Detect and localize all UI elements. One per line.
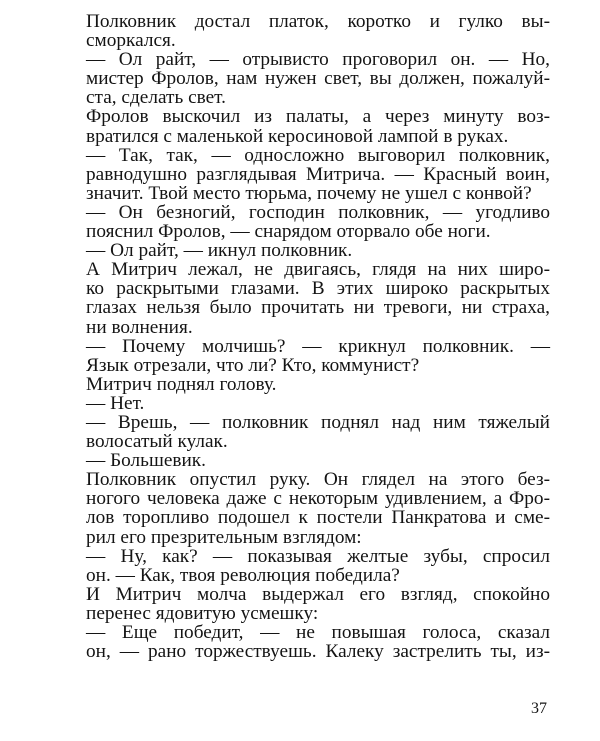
text-line: — Нет. (86, 392, 145, 414)
text-line: Полковник опустил руку. Он глядел на этого без- (86, 469, 550, 491)
text-line: перенес ядовитую усмешку: (86, 602, 319, 624)
text-line: рил его презрительным взглядом: (86, 526, 362, 548)
text-line: ни волнения. (86, 316, 193, 338)
text-line: — Так, так, — односложно выговорил полковник, (86, 144, 550, 166)
text-line: пояснил Фролов, — снарядом оторвало обе ноги. (86, 221, 491, 243)
text-line: И Митрич молча выдержал его взгляд, спокойно (86, 583, 550, 605)
text-line: он. — Как, твоя революция победила? (86, 564, 400, 586)
text-line: — Большевик. (86, 450, 206, 472)
text-line: ко раскрытыми глазами. В этих широко раскрытых (86, 278, 550, 300)
text-line: глазах нельзя было прочитать ни тревоги, ни страха, (86, 297, 550, 319)
text-line: — Ну, как? — показывая желтые зубы, спросил (86, 545, 550, 567)
text-line: значит. Твой место тюрьма, почему не ушел с конвой? (86, 182, 532, 204)
text-line: мистер Фролов, нам нужен свет, вы должен, пожалуй- (86, 68, 550, 90)
page-number: 37 (531, 700, 547, 717)
text-line: А Митрич лежал, не двигаясь, глядя на них широ- (86, 259, 550, 281)
text-line: — Он безногий, господин полковник, — угодливо (86, 201, 550, 223)
text-line: Фролов выскочил из палаты, а через минуту воз- (86, 106, 550, 128)
text-line: Полковник достал платок, коротко и гулко вы- (86, 11, 550, 32)
text-line: — Еще победит, — не повышая голоса, сказал (86, 622, 550, 643)
text-line: ногого человека даже с некоторым удивлением, а Фро- (86, 488, 550, 510)
text-line: сморкался. (86, 30, 176, 52)
text-line: ста, сделать свет. (86, 87, 226, 109)
page-text-body (86, 12, 550, 661)
text-line: — Ол райт, — икнул полковник. (86, 240, 353, 262)
text-line: лов торопливо подошел к постели Панкратова и сме- (86, 507, 550, 529)
text-line: — Ол райт, — отрывисто проговорил он. — Но, (86, 49, 550, 71)
text-line: Язык отрезали, что ли? Кто, коммунист? (86, 354, 420, 376)
text-line: вратился с маленькой керосиновой лампой в руках. (86, 125, 509, 147)
text-line: — Почему молчишь? — крикнул полковник. — (86, 335, 550, 357)
text-line: Митрич поднял голову. (86, 373, 277, 395)
text-line: — Врешь, — полковник поднял над ним тяжелый (86, 411, 550, 433)
text-line: он, — рано торжествуешь. Калеку застрелить ты, из- (86, 641, 550, 663)
text-line: волосатый кулак. (86, 431, 228, 453)
text-line: равнодушно разглядывая Митрича. — Красный воин, (86, 163, 550, 185)
